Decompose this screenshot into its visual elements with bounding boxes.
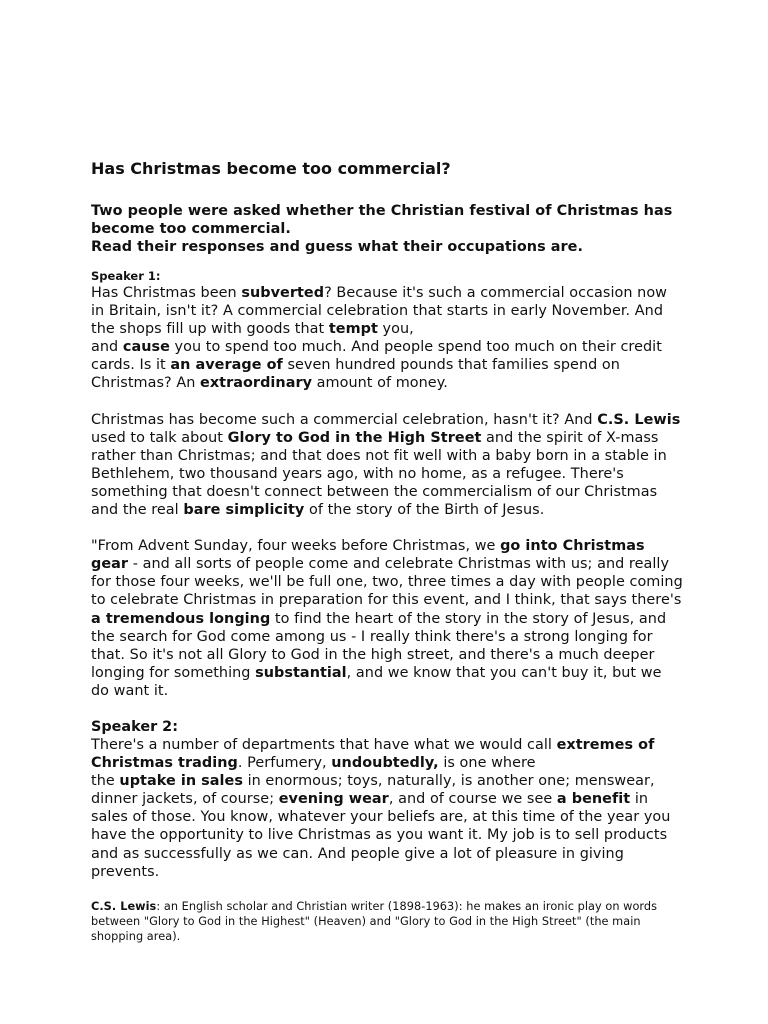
bold-text: tempt xyxy=(328,321,378,338)
bold-text: a benefit xyxy=(556,791,631,808)
speaker-1-section xyxy=(91,269,683,700)
text-run: and xyxy=(91,339,123,356)
intro-paragraph xyxy=(91,202,683,256)
footnote xyxy=(91,899,683,945)
bold-text: C.S. Lewis xyxy=(597,411,681,428)
text-run: to find the heart of the story in the story of Jesus, and the search for God come among us - I really think there's a strong longing for that. So it's not all Glory to God in the high street, and there's a much deeper longing for something xyxy=(91,610,667,681)
bold-text: substantial xyxy=(255,664,347,681)
bold-text: an average of xyxy=(170,357,283,374)
bold-text: extremes of Christmas trading xyxy=(91,736,655,772)
speaker-2-section xyxy=(91,718,683,881)
text-run: the xyxy=(91,773,120,790)
text-run: of the story of the Birth of Jesus. xyxy=(304,502,545,519)
bold-text: cause xyxy=(122,339,170,356)
bold-text: undoubtedly, xyxy=(331,755,439,772)
text-run: in enormous; toys, naturally, is another one; menswear, dinner jackets, of course; xyxy=(91,773,655,808)
text-run: amount of money. xyxy=(312,375,448,392)
text-run: you, xyxy=(377,321,414,338)
text-run: . xyxy=(577,239,583,255)
text-run: is one where xyxy=(438,755,536,772)
speaker-2-paragraph-1 xyxy=(91,736,683,881)
bold-text: Glory to God in the High Street xyxy=(227,429,482,446)
text-run: you to spend too much. And people spend too much on their credit cards. Is it xyxy=(91,339,662,374)
bold-text: bare simplicity xyxy=(183,502,305,519)
bold-text: uptake in sales xyxy=(119,773,243,790)
bold-text: extraordinary xyxy=(200,375,313,392)
speaker-1-paragraph-3 xyxy=(91,537,683,700)
bold-text: go into Christmas gear xyxy=(91,538,645,573)
bold-text: evening wear xyxy=(278,791,389,808)
speaker-2-label: Speaker 2: xyxy=(91,718,178,735)
document-page xyxy=(91,156,683,944)
text-run: , and we know that you can't buy it, but we do want it. xyxy=(91,664,662,699)
text-run: ? Because it's such a commercial occasion now in Britain, isn't it? A commercial celebration that starts in early November. And the shops fill up with goods that xyxy=(91,285,667,338)
bold-text: a tremendous longing xyxy=(91,610,271,627)
speaker-1-paragraph-2 xyxy=(91,411,683,520)
text-run: , and of course we see xyxy=(388,791,557,808)
text-run: . Perfumery, xyxy=(237,755,332,772)
bold-text: Two people were asked whether the Christian festival of Christmas has become too commercial. xyxy=(91,203,673,237)
text-run: : an English scholar and Christian writer (1898-1963): he makes an ironic play on words between "Glory to God in the Highest" (Heaven) and "Glory to God in the High Street" (the main shopping area). xyxy=(91,899,658,944)
text-run: There's a number of departments that have what we would call xyxy=(91,736,557,753)
document-title: Has Christmas become too commercial? xyxy=(91,159,451,178)
text-run: Has Christmas been xyxy=(91,285,242,301)
text-run: "From Advent Sunday, four weeks before Christmas, we xyxy=(91,538,501,555)
text-run: in sales of those. You know, whatever your beliefs are, at this time of the year you have the opportunity to live Christmas as you want it. My job is to sell products and as successfully as we can. And people give a lot of pleasure in giving prevents. xyxy=(91,791,671,880)
text-run: Christmas has become such a commercial celebration, hasn't it? And xyxy=(91,411,598,428)
text-run: - and all sorts of people come and celebrate Christmas with us; and really for those four weeks, we'll be full one, two, three times a day with people coming to celebrate Christmas in preparation for this event, and I think, that says there's xyxy=(91,556,683,609)
speaker-1-label: Speaker 1: xyxy=(91,269,161,283)
bold-text: Read their responses and guess what their occupations are xyxy=(91,239,578,255)
speaker-1-paragraph-1 xyxy=(91,284,683,393)
text-run: seven hundred pounds that families spend on Christmas? An xyxy=(91,357,620,392)
bold-text: subverted xyxy=(241,285,325,301)
text-run: used to talk about xyxy=(91,429,228,446)
bold-text: C.S. Lewis xyxy=(91,899,157,913)
text-run: and the spirit of X-mass rather than Christmas; and that does not fit well with a baby born in a stable in Bethlehem, two thousand years ago, with no home, as a refugee. There's something that doesn't connect between the commercialism of our Christmas and the real xyxy=(91,429,667,519)
